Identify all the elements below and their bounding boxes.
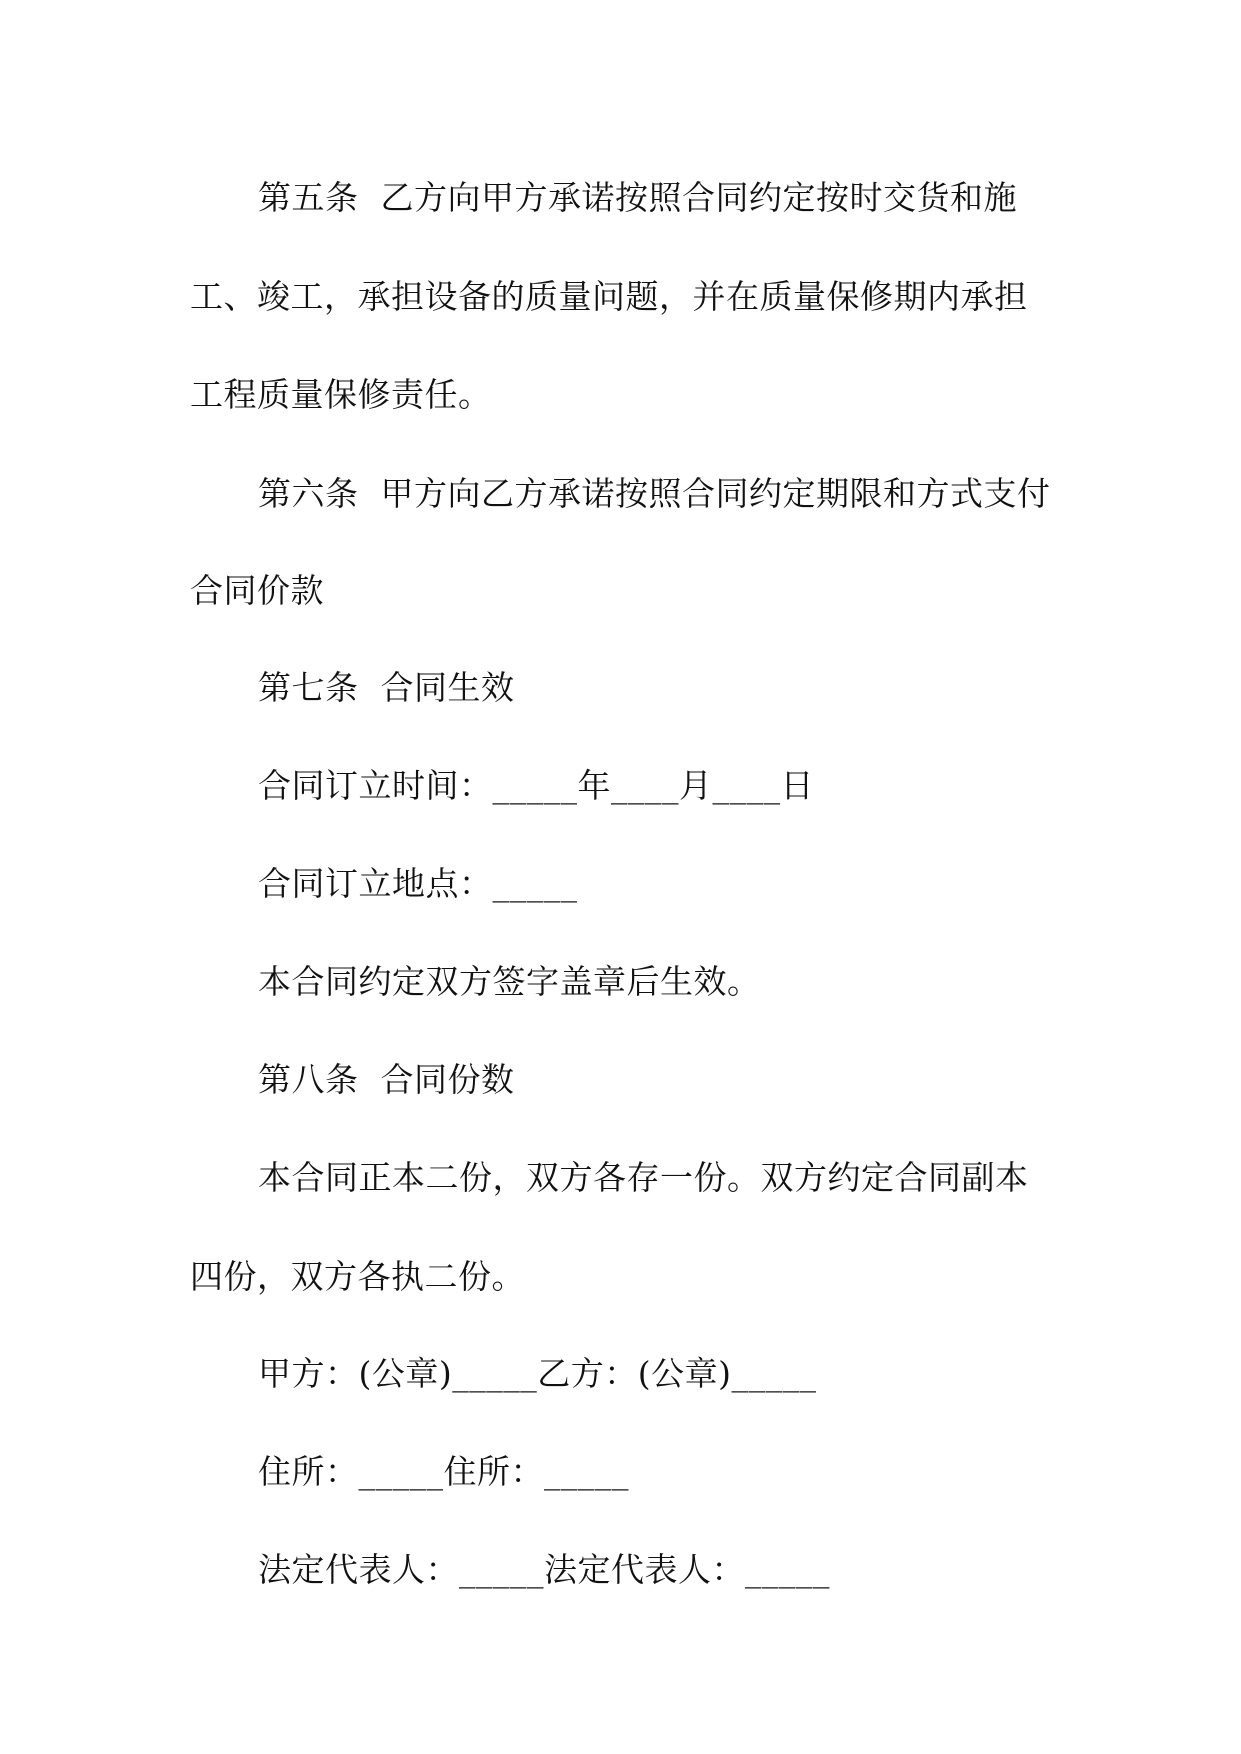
copies-line: 本合同正本二份，双方各存一份。双方约定合同副本 [258,1158,1029,1197]
copies-continued-line: 四份，双方各执二份。 [190,1257,525,1296]
article-6-heading-line: 第六条 甲方向乙方承诺按照合同约定期限和方式支付 [258,474,1051,513]
article-8-heading: 第八条 合同份数 [258,1060,515,1099]
article-5-heading-line: 第五条 乙方向甲方承诺按照合同约定按时交货和施 [258,178,1017,217]
article-5-body-end-line: 工程质量保修责任。 [190,375,492,414]
legal-representative-line: 法定代表人：_____法定代表人：_____ [258,1550,830,1589]
signing-place-line: 合同订立地点：_____ [258,864,578,903]
effectiveness-line: 本合同约定双方签字盖章后生效。 [258,962,761,1001]
party-address-line: 住所：_____住所：_____ [258,1452,629,1491]
signing-date-line: 合同订立时间：_____年____月____日 [258,766,814,805]
party-seal-line: 甲方：(公章)_____乙方：(公章)_____ [258,1354,817,1393]
article-6-body-line: 合同价款 [190,571,324,610]
article-5-body-line: 工、竣工，承担设备的质量问题，并在质量保修期内承担 [190,277,1028,316]
article-7-heading: 第七条 合同生效 [258,668,515,707]
